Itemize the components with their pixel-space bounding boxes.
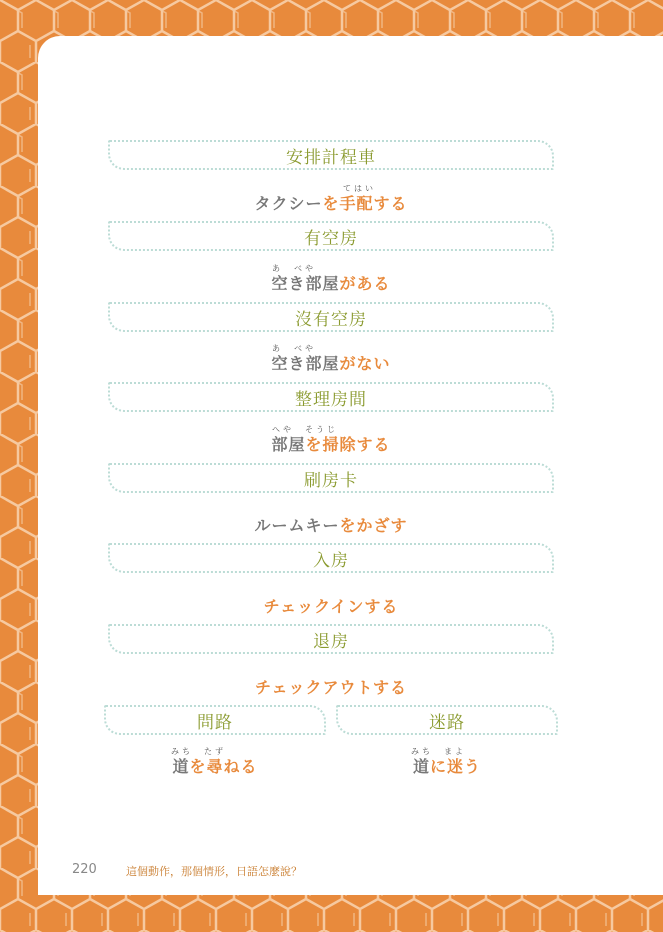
phrase-box bbox=[108, 382, 554, 412]
chinese-phrase: 沒有空房 bbox=[295, 309, 367, 330]
japanese-phrase: タクシーを手配する bbox=[254, 194, 408, 213]
japanese-phrase: 空き部屋がない bbox=[271, 354, 391, 373]
japanese-phrase: 道に迷う bbox=[412, 757, 482, 776]
phrase-box bbox=[336, 705, 558, 735]
japanese-phrase: ルームキーをかざす bbox=[254, 516, 408, 535]
furigana: へや そうじ bbox=[272, 425, 338, 434]
japanese-phrase: 道を尋ねる bbox=[172, 757, 258, 776]
phrase-box bbox=[108, 221, 554, 251]
furigana: みち まよ bbox=[411, 747, 466, 756]
phrase-box bbox=[108, 463, 554, 493]
chinese-phrase: 退房 bbox=[313, 631, 349, 652]
japanese-phrase: 部屋を掃除する bbox=[271, 435, 391, 454]
page-number: 220 bbox=[72, 862, 97, 877]
furigana: あ べや bbox=[272, 344, 316, 353]
chinese-phrase: 安排計程車 bbox=[286, 147, 376, 168]
furigana: あ べや bbox=[272, 264, 316, 273]
phrase-box bbox=[108, 140, 554, 170]
furigana: てはい bbox=[343, 184, 376, 193]
phrase-box bbox=[108, 302, 554, 332]
japanese-phrase: 空き部屋がある bbox=[271, 274, 391, 293]
chinese-phrase: 入房 bbox=[313, 550, 349, 571]
chinese-phrase: 問路 bbox=[197, 712, 233, 733]
chinese-phrase: 迷路 bbox=[429, 712, 465, 733]
phrase-box bbox=[108, 543, 554, 573]
japanese-phrase: チェックアウトする bbox=[254, 678, 408, 697]
book-title: 這個動作，那個情形，日語怎麼說？ bbox=[126, 865, 302, 878]
phrase-box bbox=[104, 705, 326, 735]
furigana: みち たず bbox=[171, 747, 226, 756]
japanese-phrase: チェックインする bbox=[263, 597, 399, 616]
chinese-phrase: 整理房間 bbox=[295, 389, 367, 410]
chinese-phrase: 刷房卡 bbox=[304, 470, 358, 491]
chinese-phrase: 有空房 bbox=[304, 228, 358, 249]
phrase-box bbox=[108, 624, 554, 654]
